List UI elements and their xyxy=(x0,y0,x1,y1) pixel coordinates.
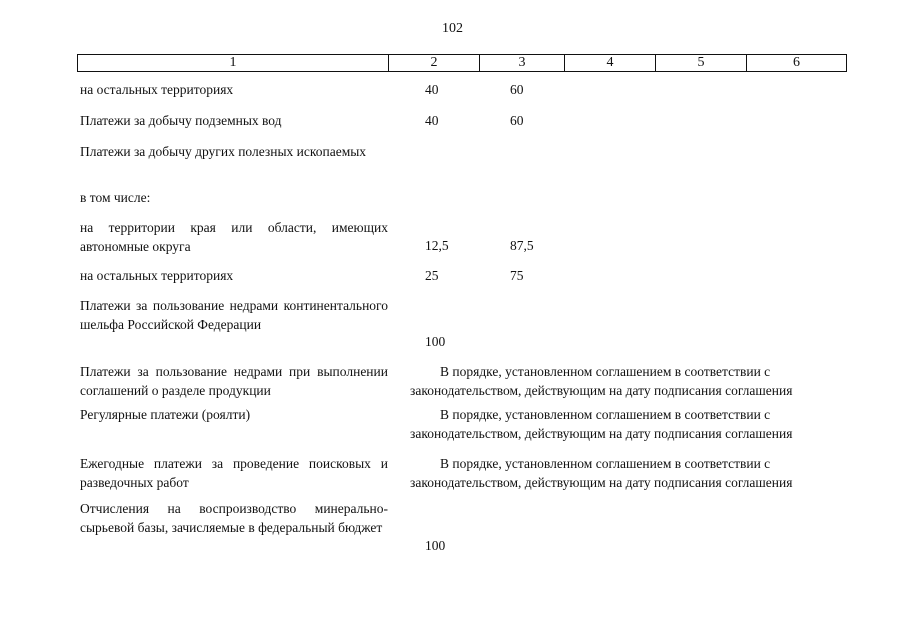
row-label: на остальных территориях xyxy=(80,82,234,97)
row-label: Ежегодные платежи за проведение поисковых и разведочных работ xyxy=(80,456,388,490)
table-header xyxy=(77,54,847,72)
row-note-line-2: законодательством, действующим на дату подписания соглашения xyxy=(410,426,793,441)
page-number: 102 xyxy=(442,21,463,36)
row-value-col2: 100 xyxy=(425,334,446,349)
row-value-col3: 60 xyxy=(510,113,524,128)
row-label: Отчисления на воспроизводство минерально-сырьевой базы, зачисляемые в федеральный бюджет xyxy=(80,501,388,535)
row-value-col2: 40 xyxy=(425,82,439,97)
row-note-line-2: законодательством, действующим на дату подписания соглашения xyxy=(410,475,793,490)
header-col-1: 1 xyxy=(78,55,389,71)
row-label: в том числе: xyxy=(80,190,151,205)
row-value-col3: 60 xyxy=(510,82,524,97)
row-label: Платежи за пользование недрами континентального шельфа Российской Федерации xyxy=(80,298,388,332)
row-value-col2: 25 xyxy=(425,268,439,283)
row-label: на территории края или области, имеющих автономные округа xyxy=(80,220,388,254)
row-note-line-1: В порядке, установленном соглашением в соответствии с xyxy=(440,407,771,422)
row-value-col2: 100 xyxy=(425,538,446,553)
row-label: Платежи за добычу подземных вод xyxy=(80,113,282,128)
row-note-line-1: В порядке, установленном соглашением в соответствии с xyxy=(440,364,771,379)
row-label: Платежи за пользование недрами при выполнении соглашений о разделе продукции xyxy=(80,364,388,398)
row-value-col2: 12,5 xyxy=(425,238,449,253)
header-col-3: 3 xyxy=(480,55,565,71)
row-value-col3: 75 xyxy=(510,268,524,283)
row-label: на остальных территориях xyxy=(80,268,234,283)
row-label: Регулярные платежи (роялти) xyxy=(80,407,251,422)
row-value-col2: 40 xyxy=(425,113,439,128)
row-note-line-2: законодательством, действующим на дату подписания соглашения xyxy=(410,383,793,398)
row-value-col3: 87,5 xyxy=(510,238,534,253)
header-col-5: 5 xyxy=(656,55,747,71)
header-col-6: 6 xyxy=(793,55,800,70)
row-note-line-1: В порядке, установленном соглашением в соответствии с xyxy=(440,456,771,471)
row-note xyxy=(410,362,850,400)
header-col-4: 4 xyxy=(565,55,656,71)
header-col-2: 2 xyxy=(389,55,480,71)
row-label: Платежи за добычу других полезных ископаемых xyxy=(80,144,367,159)
row-note xyxy=(410,454,850,492)
row-note xyxy=(410,405,850,443)
